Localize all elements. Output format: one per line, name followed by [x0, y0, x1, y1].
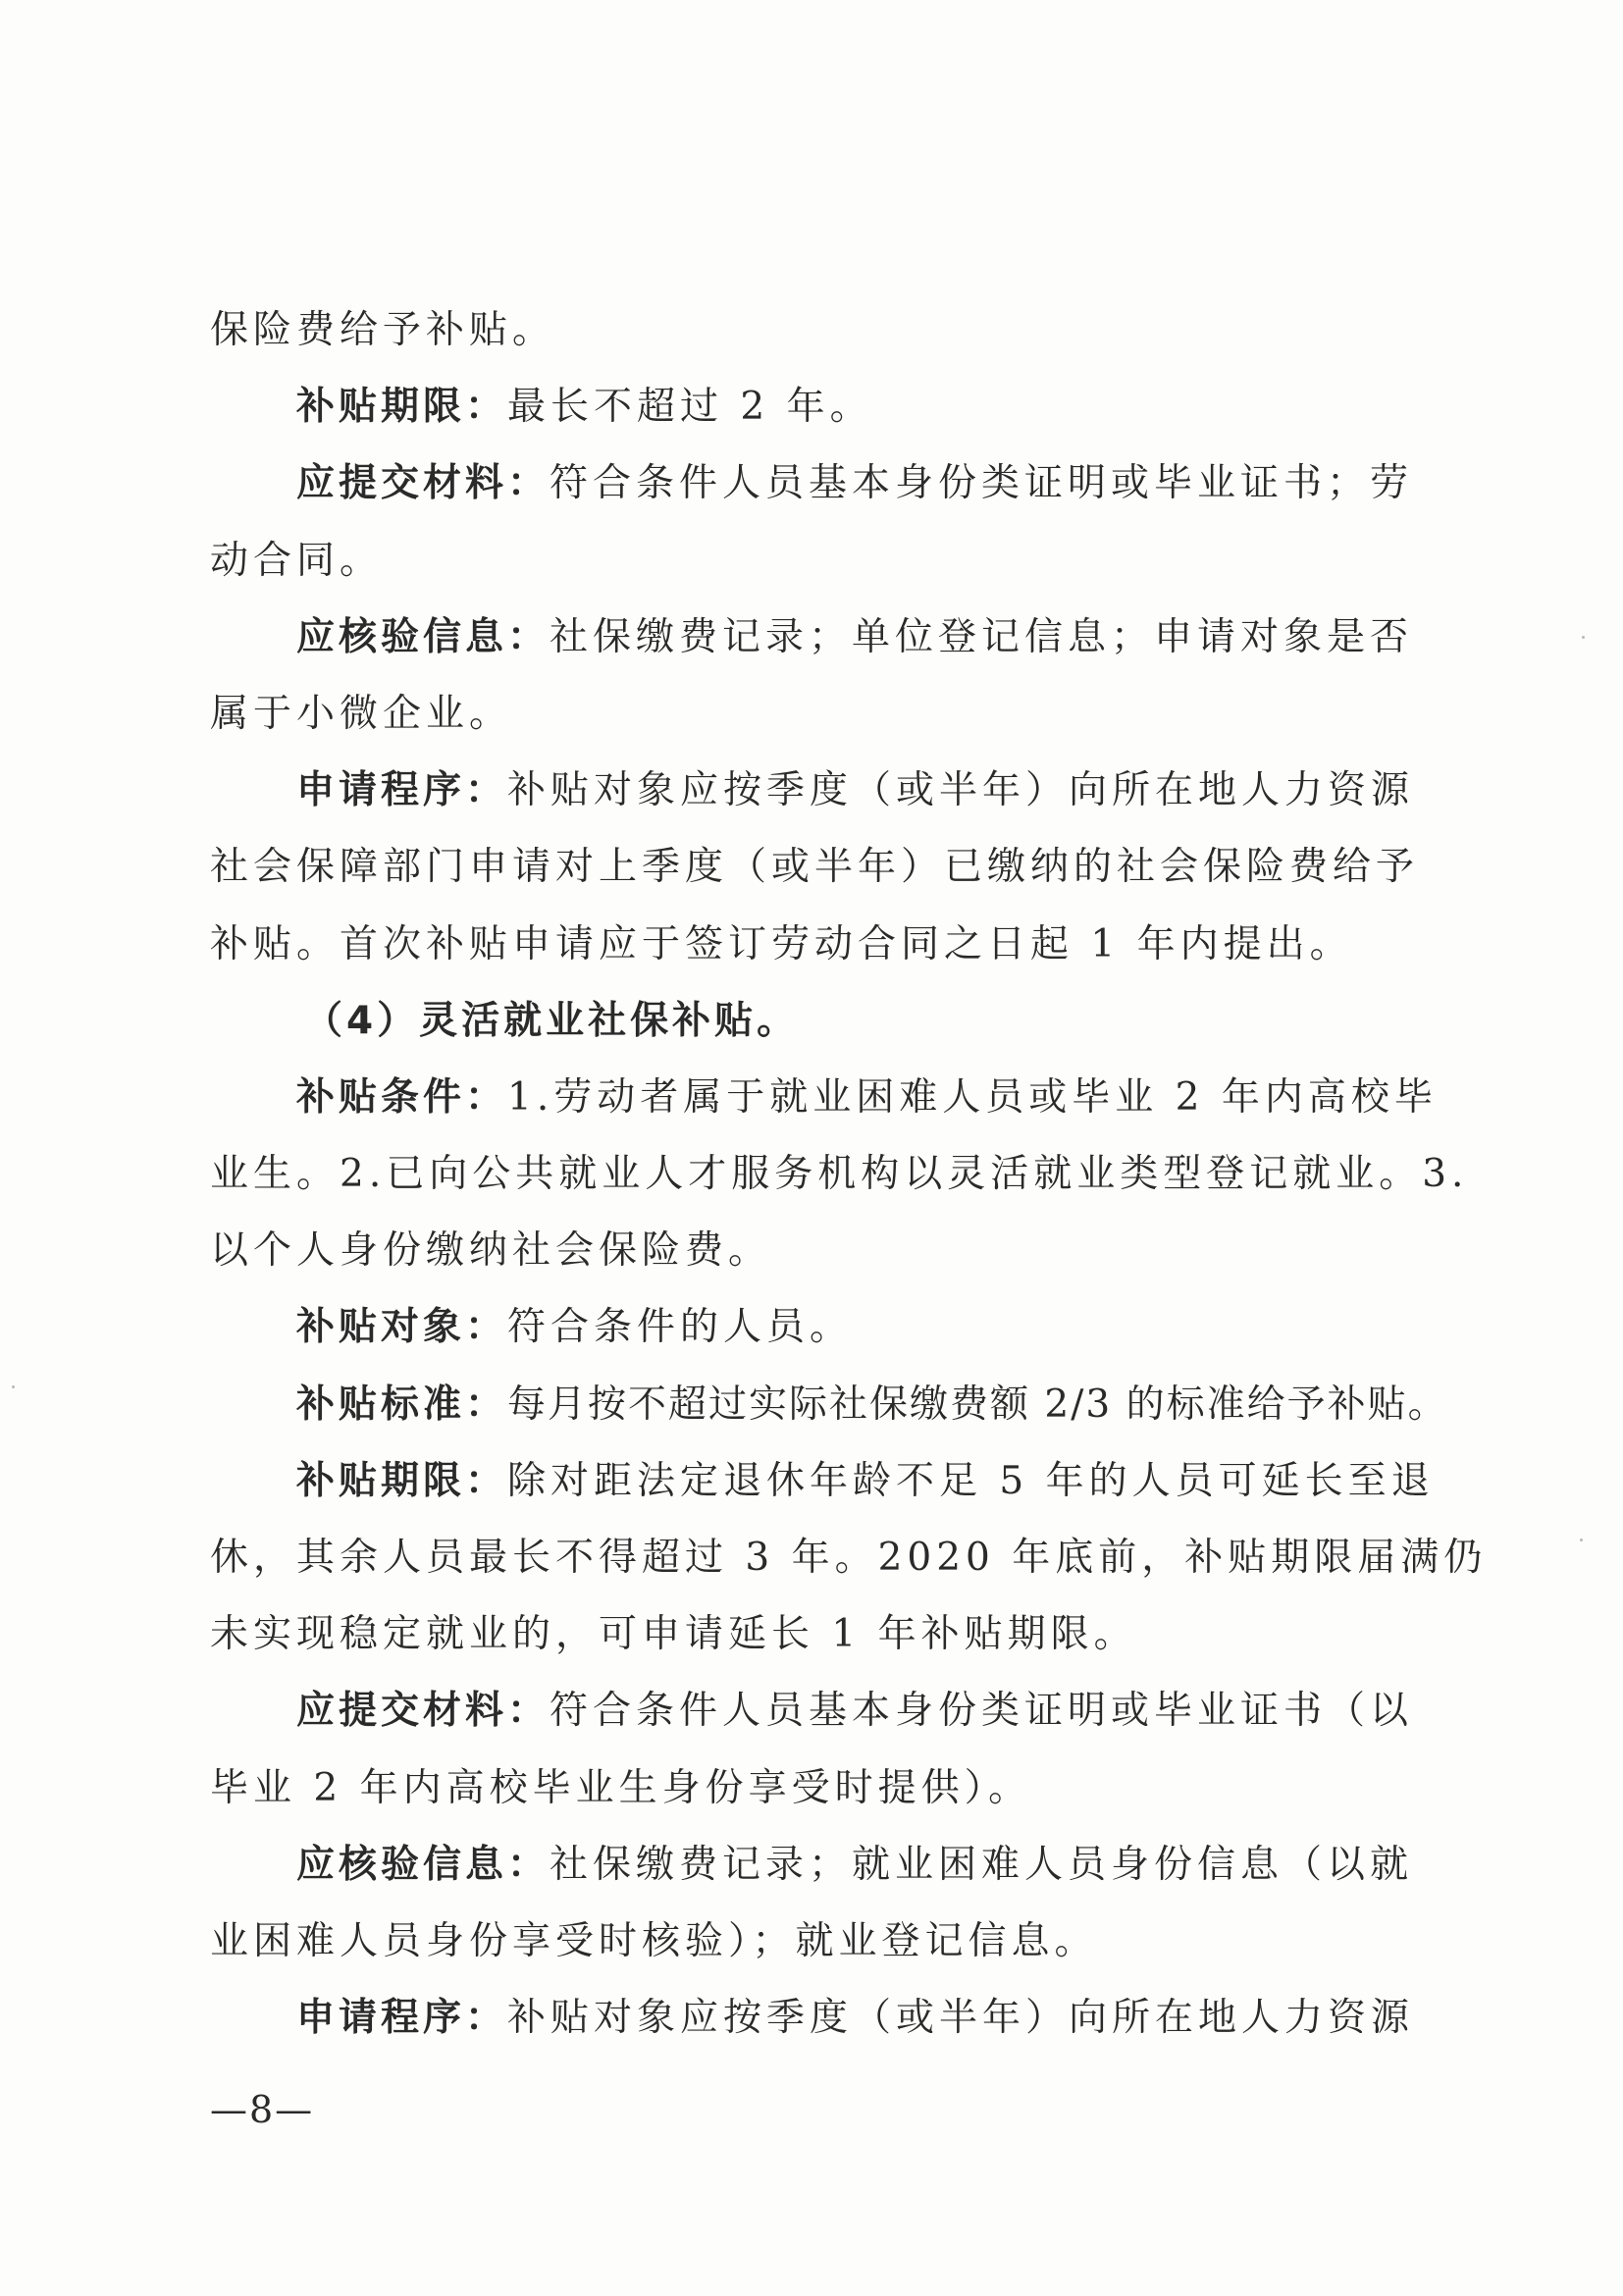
- line-label: 应提交材料：: [296, 1689, 550, 1734]
- document-body: [210, 292, 1488, 2057]
- text-line: 补贴期限：除对距法定退休年龄不足 5 年的人员可延长至退: [296, 1458, 1435, 1503]
- line-label: 申请程序：: [296, 1996, 508, 2041]
- line-label: 申请程序：: [296, 768, 508, 813]
- scan-speck: [1582, 636, 1585, 639]
- line-label: 补贴期限：: [296, 385, 508, 430]
- line-label: 应提交材料：: [296, 461, 550, 506]
- text-line: 补贴期限：最长不超过 2 年。: [296, 385, 873, 430]
- line-label: 应核验信息：: [296, 614, 550, 659]
- text-line: 业生。2.已向公共就业人才服务机构以灵活就业类型登记就业。3.: [210, 1152, 1469, 1197]
- line-label: 补贴对象：: [296, 1305, 508, 1350]
- line-label: 补贴条件：: [296, 1074, 508, 1120]
- text-line: 应提交材料：符合条件人员基本身份类证明或毕业证书（以: [296, 1689, 1414, 1734]
- text-line: 申请程序：补贴对象应按季度（或半年）向所在地人力资源: [296, 768, 1415, 813]
- text-line: 动合同。: [210, 538, 384, 583]
- text-line: 保险费给予补贴。: [210, 308, 556, 352]
- text-line: 毕业 2 年内高校毕业生身份享受时提供）。: [210, 1765, 1032, 1810]
- text-line: 应核验信息：社保缴费记录；就业困难人员身份信息（以就: [296, 1842, 1414, 1887]
- section-heading-text: （4）灵活就业社保补贴。: [304, 998, 800, 1043]
- text-line: 应核验信息：社保缴费记录；单位登记信息；申请对象是否: [296, 614, 1414, 659]
- text-line: 补贴对象：符合条件的人员。: [296, 1305, 854, 1350]
- text-line: 以个人身份缴纳社会保险费。: [210, 1228, 772, 1274]
- scan-speck: [12, 1385, 15, 1388]
- text-line: 业困难人员身份享受时核验）；就业登记信息。: [210, 1918, 1098, 1963]
- text-line: 休，其余人员最长不得超过 3 年。2020 年底前，补贴期限届满仍: [210, 1536, 1488, 1580]
- text-line: 社会保障部门申请对上季度（或半年）已缴纳的社会保险费给予: [210, 845, 1420, 890]
- text-line: 未实现稳定就业的，可申请延长 1 年补贴期限。: [210, 1612, 1137, 1657]
- text-line: 应提交材料：符合条件人员基本身份类证明或毕业证书；劳: [296, 461, 1414, 506]
- text-line: 补贴标准：每月按不超过实际社保缴费额 2/3 的标准给予补贴。: [296, 1382, 1448, 1427]
- scan-speck: [1580, 1539, 1583, 1541]
- text-line: 属于小微企业。: [210, 691, 513, 736]
- line-label: 补贴期限：: [296, 1458, 508, 1503]
- section-heading: [210, 983, 1419, 1060]
- line-label: 补贴标准：: [296, 1382, 508, 1427]
- line-label: 应核验信息：: [296, 1842, 550, 1887]
- text-line: 补贴。首次补贴申请应于签订劳动合同之日起 1 年内提出。: [210, 921, 1353, 966]
- page-number: —8—: [210, 2088, 315, 2131]
- text-line: 补贴条件：1.劳动者属于就业困难人员或毕业 2 年内高校毕: [296, 1074, 1438, 1120]
- text-line: 申请程序：补贴对象应按季度（或半年）向所在地人力资源: [296, 1996, 1415, 2041]
